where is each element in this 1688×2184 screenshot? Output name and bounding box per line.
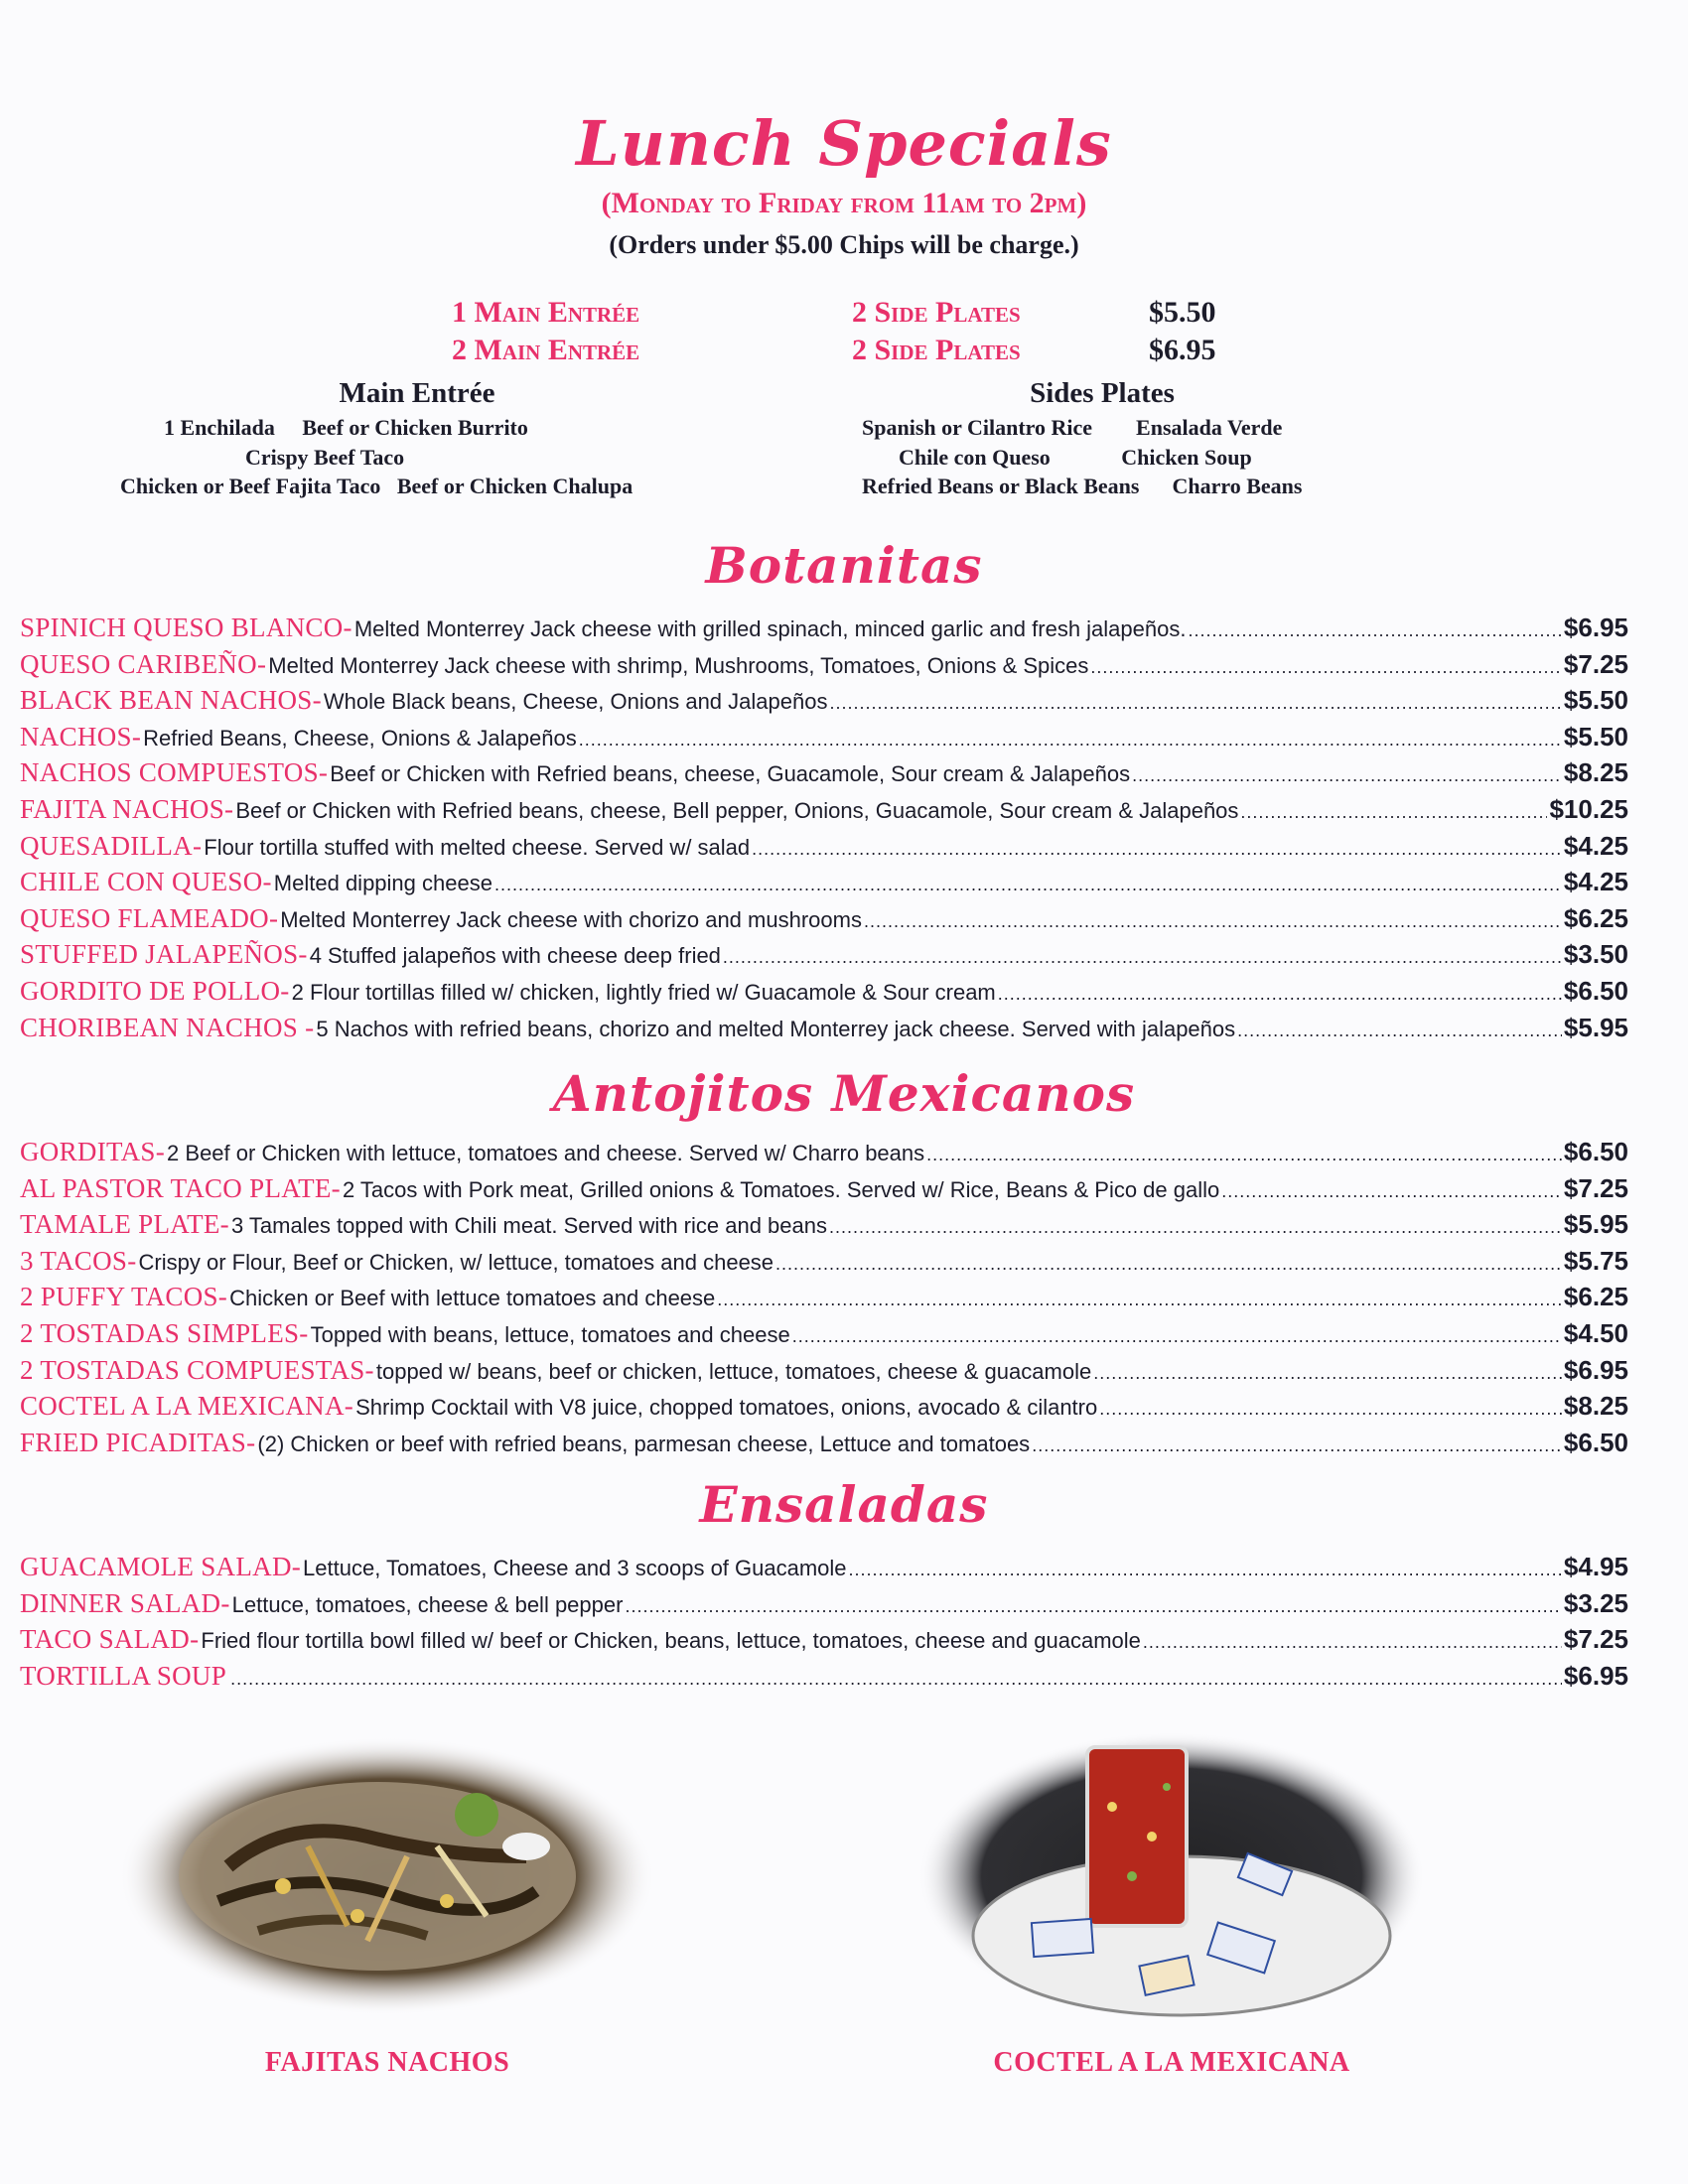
- menu-item: [20, 864, 1628, 900]
- menu-item-price: $7.25: [1563, 1624, 1628, 1655]
- menu-item: [20, 1388, 1628, 1425]
- side-plates-line: Refried Beans or Black Beans Charro Beans: [862, 474, 1303, 498]
- menu-item-description: Lettuce, tomatoes, cheese & bell pepper: [231, 1591, 624, 1617]
- menu-item-description: Refried Beans, Cheese, Onions & Jalapeños: [143, 725, 577, 751]
- menu-item-description: 2 Flour tortillas filled w/ chicken, lightly fried w/ Guacamole & Sour cream: [291, 979, 996, 1005]
- menu-item-name: 2 TOSTADAS COMPUESTAS-: [20, 1354, 374, 1385]
- menu-item-price: $5.95: [1563, 1012, 1628, 1042]
- section-title-ensaladas: Ensaladas: [699, 1475, 989, 1534]
- menu-item-description: 5 Nachos with refried beans, chorizo and melted Monterrey jack cheese. Served with jalapeños: [316, 1016, 1236, 1041]
- menu-item-description: Fried flour tortilla bowl filled w/ beef or Chicken, beans, lettuce, tomatoes, cheese and guacamole: [201, 1628, 1141, 1654]
- menu-item-description: Chicken or Beef with lettuce tomatoes and cheese: [229, 1286, 716, 1311]
- dot-leader: [494, 867, 1562, 900]
- menu-item: [20, 1352, 1628, 1389]
- dot-leader: [829, 1209, 1562, 1243]
- coctel-photo: [914, 1727, 1430, 2025]
- dot-leader: [723, 939, 1562, 973]
- menu-item: [20, 791, 1628, 828]
- combo-sides-2: 2 Side Plates: [852, 334, 1021, 366]
- dot-leader: [230, 1661, 1562, 1695]
- menu-item-name: CHORIBEAN NACHOS -: [20, 1012, 315, 1042]
- dot-leader: [1090, 649, 1562, 683]
- dot-leader: [579, 722, 1562, 755]
- menu-item-price: $4.95: [1563, 1552, 1628, 1581]
- menu-item: [20, 1425, 1628, 1461]
- dot-leader: [1237, 1013, 1562, 1046]
- menu-item: [20, 1585, 1628, 1622]
- menu-item-name: GORDITAS-: [20, 1137, 166, 1166]
- menu-item: [20, 973, 1628, 1010]
- dot-leader: [1221, 1173, 1562, 1207]
- menu-item-price: $4.25: [1563, 867, 1628, 897]
- menu-item-description: topped w/ beans, beef or chicken, lettuce, tomatoes, cheese & guacamole: [375, 1358, 1092, 1384]
- main-entree-line: Chicken or Beef Fajita Taco Beef or Chicken Chalupa: [120, 474, 633, 498]
- menu-item-name: DINNER SALAD-: [20, 1587, 230, 1618]
- menu-item-price: $10.25: [1549, 793, 1628, 824]
- menu-item-description: Melted dipping cheese: [273, 871, 492, 896]
- menu-item-price: $4.25: [1563, 830, 1628, 861]
- main-entree-line: 1 Enchilada Beef or Chicken Burrito: [164, 415, 528, 440]
- dot-leader: [775, 1246, 1562, 1280]
- lunch-note: (Orders under $5.00 Chips will be charge.): [609, 230, 1079, 259]
- menu-item-description: Crispy or Flour, Beef or Chicken, w/ lettuce, tomatoes and cheese: [138, 1249, 774, 1275]
- dot-leader: [1032, 1428, 1562, 1461]
- menu-item-price: $3.25: [1563, 1587, 1628, 1618]
- menu-item-name: TACO SALAD-: [20, 1624, 200, 1655]
- menu-item-price: $6.50: [1563, 1427, 1628, 1457]
- ensaladas-list: [20, 1549, 1628, 1694]
- menu-item-description: Beef or Chicken with Refried beans, cheese, Guacamole, Sour cream & Jalapeños: [330, 761, 1131, 787]
- menu-item-price: $8.25: [1563, 1391, 1628, 1422]
- menu-item-name: NACHOS-: [20, 721, 142, 751]
- dot-leader: [864, 903, 1562, 937]
- menu-item: [20, 1549, 1628, 1585]
- menu-item-description: 2 Tacos with Pork meat, Grilled onions & Tomatoes. Served w/ Rice, Beans & Pico de gallo: [342, 1176, 1220, 1202]
- menu-item-description: Flour tortilla stuffed with melted cheese. Served w/ salad: [204, 834, 751, 860]
- menu-item-name: NACHOS COMPUESTOS-: [20, 757, 329, 788]
- menu-item-name: 3 TACOS-: [20, 1245, 137, 1276]
- menu-item: [20, 682, 1628, 719]
- menu-item-description: Shrimp Cocktail with V8 juice, chopped tomatoes, onions, avocado & cilantro: [355, 1395, 1098, 1421]
- menu-item: [20, 1279, 1628, 1315]
- menu-item-name: FAJITA NACHOS-: [20, 793, 234, 824]
- menu-item-price: $6.50: [1563, 1137, 1628, 1166]
- dot-leader: [625, 1588, 1561, 1622]
- menu-item-price: $8.25: [1563, 757, 1628, 788]
- menu-item-name: AL PASTOR TACO PLATE-: [20, 1172, 341, 1203]
- menu-item-description: Topped with beans, lettuce, tomatoes and cheese: [310, 1321, 790, 1347]
- menu-item-price: $3.50: [1563, 939, 1628, 970]
- menu-item-description: 2 Beef or Chicken with lettuce, tomatoes and cheese. Served w/ Charro beans: [167, 1141, 925, 1165]
- menu-item-name: QUESO FLAMEADO-: [20, 902, 279, 933]
- dot-leader: [1132, 757, 1562, 791]
- menu-item-description: Melted Monterrey Jack cheese with shrimp, Mushrooms, Tomatoes, Onions & Spices: [268, 652, 1089, 678]
- main-entree-line: Crispy Beef Taco: [245, 445, 405, 470]
- menu-item-description: (2) Chicken or beef with refried beans, parmesan cheese, Lettuce and tomatoes: [257, 1431, 1031, 1456]
- menu-item: [20, 1658, 1628, 1695]
- photo-caption-fajitas: FAJITAS NACHOS: [264, 2047, 510, 2078]
- menu-item-name: 2 PUFFY TACOS-: [20, 1282, 228, 1312]
- lunch-specials-title: Lunch Specials: [576, 107, 1112, 180]
- side-plates-line: Chile con Queso Chicken Soup: [899, 445, 1252, 470]
- menu-item-name: TAMALE PLATE-: [20, 1209, 229, 1240]
- menu-item-name: CHILE CON QUESO-: [20, 867, 272, 897]
- menu-item-name: QUESADILLA-: [20, 830, 203, 861]
- menu-item-description: Beef or Chicken with Refried beans, cheese, Bell pepper, Onions, Guacamole, Sour cream & Jalapeños: [235, 797, 1239, 823]
- side-plates-line: Spanish or Cilantro Rice Ensalada Verde: [862, 415, 1283, 440]
- menu-item: [20, 1134, 1628, 1170]
- dot-leader: [1093, 1355, 1562, 1389]
- menu-item: [20, 1621, 1628, 1658]
- menu-item-name: SPINICH QUESO BLANCO-: [20, 613, 352, 642]
- menu-item: [20, 1315, 1628, 1352]
- menu-item-price: $6.95: [1563, 1354, 1628, 1385]
- menu-item: [20, 754, 1628, 791]
- menu-item-name: GUACAMOLE SALAD-: [20, 1552, 302, 1581]
- botanitas-list: [20, 610, 1628, 1045]
- dot-leader: [717, 1282, 1562, 1315]
- menu-item-price: $7.25: [1563, 1172, 1628, 1203]
- menu-item-price: $5.50: [1563, 721, 1628, 751]
- menu-item-price: $4.50: [1563, 1317, 1628, 1348]
- menu-item-description: Melted Monterrey Jack cheese with chorizo and mushrooms: [280, 906, 862, 932]
- menu-item-price: $5.50: [1563, 685, 1628, 716]
- menu-item-name: 2 TOSTADAS SIMPLES-: [20, 1317, 309, 1348]
- section-title-antojitos: Antojitos Mexicanos: [552, 1064, 1136, 1123]
- main-entree-heading: Main Entrée: [339, 377, 495, 409]
- menu-item: [20, 1206, 1628, 1243]
- menu-item: [20, 828, 1628, 865]
- menu-item: [20, 610, 1628, 646]
- dot-leader: [1188, 613, 1561, 646]
- menu-item-name: TORTILLA SOUP: [20, 1660, 227, 1691]
- combo-price-1: $5.50: [1149, 296, 1216, 329]
- menu-item-name: COCTEL A LA MEXICANA-: [20, 1391, 354, 1422]
- dot-leader: [1143, 1624, 1562, 1658]
- lunch-hours: (Monday to Friday from 11am to 2pm): [601, 187, 1087, 219]
- dot-leader: [752, 831, 1562, 865]
- menu-item-name: FRIED PICADITAS-: [20, 1427, 256, 1457]
- combo-price-2: $6.95: [1149, 334, 1216, 366]
- menu-item-description: 4 Stuffed jalapeños with cheese deep fried: [309, 943, 721, 969]
- antojitos-list: [20, 1134, 1628, 1460]
- side-plates-heading: Sides Plates: [1030, 377, 1175, 409]
- menu-item: [20, 646, 1628, 683]
- dot-leader: [829, 685, 1561, 719]
- menu-item-description: 3 Tamales topped with Chili meat. Served with rice and beans: [230, 1213, 827, 1239]
- dot-leader: [792, 1318, 1562, 1352]
- menu-item-price: $7.25: [1563, 648, 1628, 679]
- menu-item-name: BLACK BEAN NACHOS-: [20, 685, 322, 716]
- menu-item: [20, 936, 1628, 973]
- menu-item-price: $5.95: [1563, 1209, 1628, 1240]
- dot-leader: [849, 1552, 1562, 1585]
- combo-main-2: 2 Main Entrée: [452, 334, 640, 366]
- menu-item-price: $6.95: [1563, 613, 1628, 642]
- dot-leader: [1099, 1391, 1562, 1425]
- dot-leader: [1240, 794, 1547, 828]
- section-title-botanitas: Botanitas: [705, 536, 983, 595]
- menu-item-name: GORDITO DE POLLO-: [20, 975, 290, 1006]
- menu-item-price: $6.95: [1563, 1660, 1628, 1691]
- menu-item: [20, 1243, 1628, 1280]
- photo-caption-coctel: COCTEL A LA MEXICANA: [993, 2047, 1350, 2078]
- menu-item-price: $5.75: [1563, 1245, 1628, 1276]
- menu-item-price: $6.25: [1563, 902, 1628, 933]
- menu-item: [20, 1170, 1628, 1207]
- menu-item-description: Melted Monterrey Jack cheese with grilled spinach, minced garlic and fresh jalapeños.: [353, 616, 1187, 641]
- menu-item: [20, 900, 1628, 937]
- menu-item: [20, 1010, 1628, 1046]
- fajitas-nachos-photo: [109, 1727, 665, 2025]
- menu-item-name: QUESO CARIBEÑO-: [20, 648, 267, 679]
- menu-item-description: Lettuce, Tomatoes, Cheese and 3 scoops of Guacamole: [303, 1556, 847, 1580]
- combo-sides-1: 2 Side Plates: [852, 296, 1021, 329]
- menu-item-name: STUFFED JALAPEÑOS-: [20, 939, 308, 970]
- menu-item-description: Whole Black beans, Cheese, Onions and Jalapeños: [323, 689, 828, 715]
- dot-leader: [998, 976, 1562, 1010]
- menu-item-price: $6.50: [1563, 975, 1628, 1006]
- dot-leader: [926, 1137, 1562, 1170]
- menu-item: [20, 719, 1628, 755]
- combo-main-1: 1 Main Entrée: [452, 296, 640, 329]
- menu-item-price: $6.25: [1563, 1282, 1628, 1312]
